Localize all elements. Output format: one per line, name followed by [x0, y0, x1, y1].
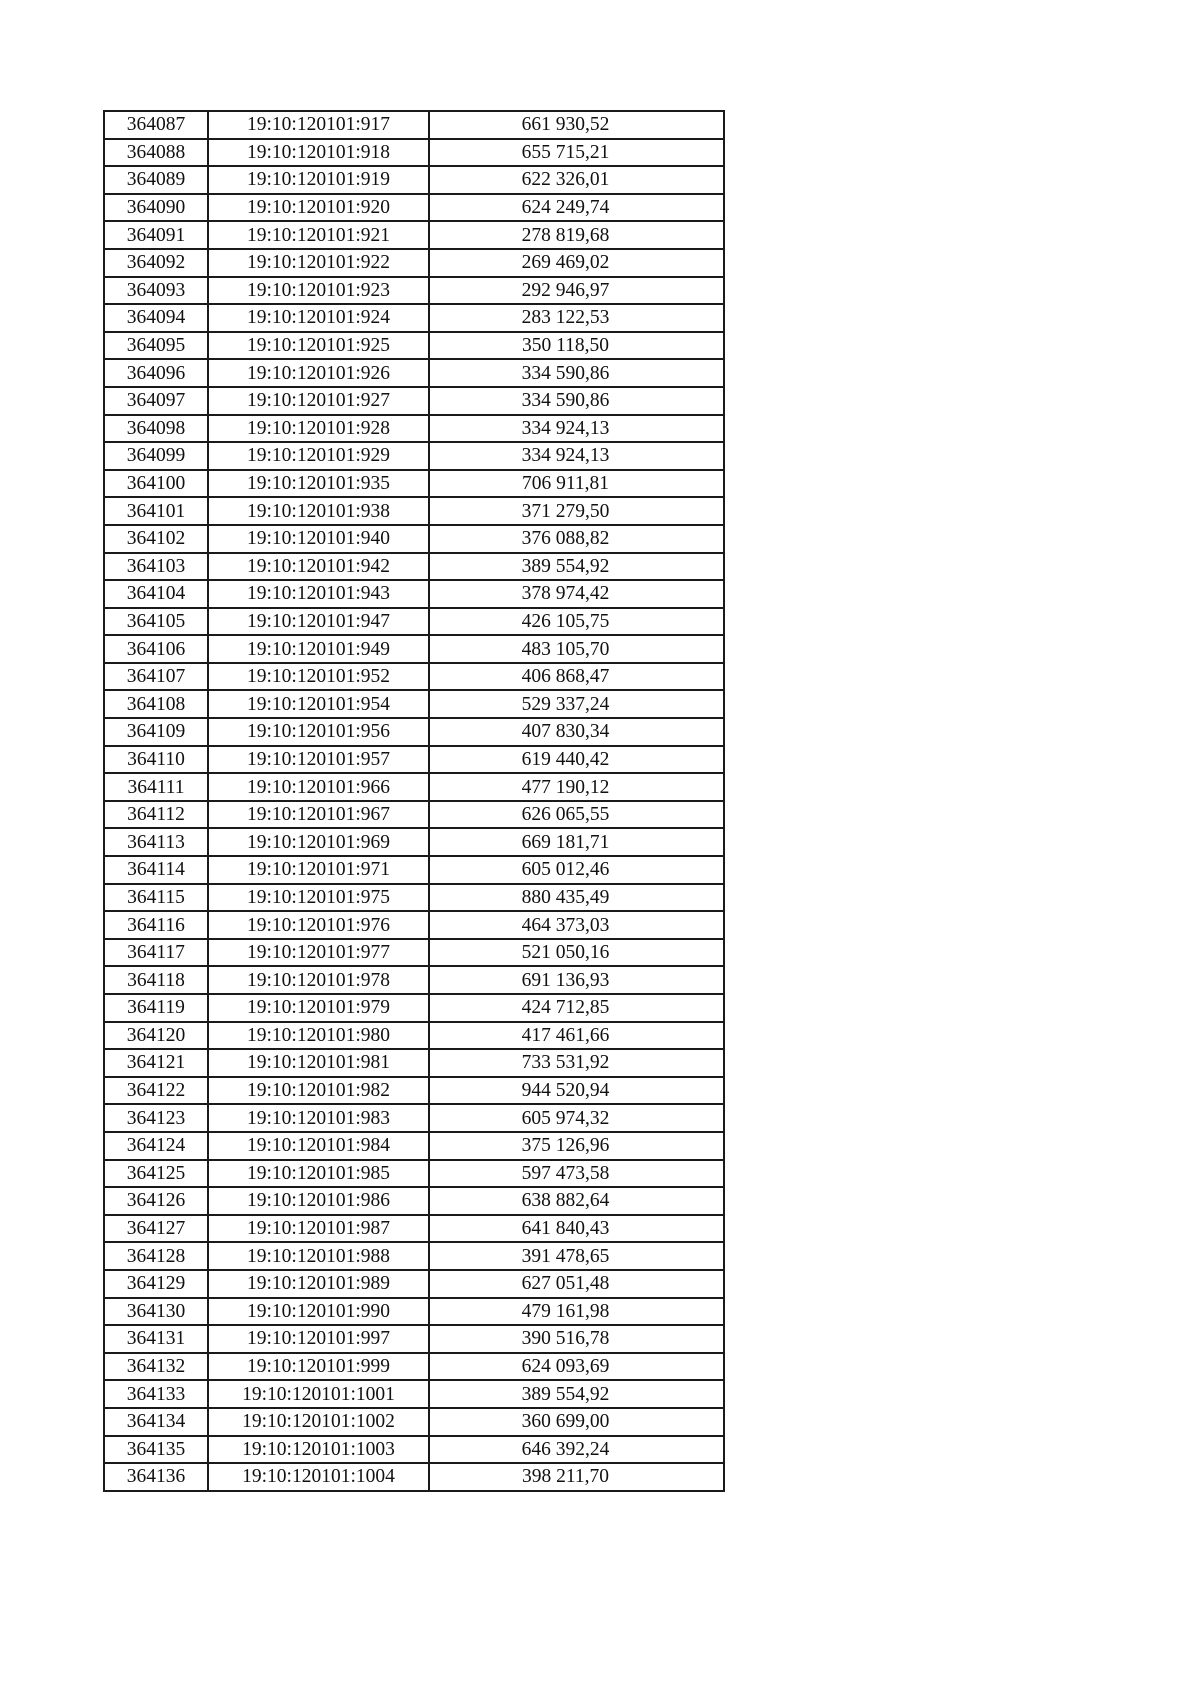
value-cell: 371 279,50	[429, 497, 724, 525]
table-row	[104, 1132, 724, 1160]
cadastral-number-cell: 19:10:120101:925	[208, 332, 429, 360]
row-number-cell: 364101	[104, 497, 208, 525]
value-cell: 426 105,75	[429, 608, 724, 636]
row-number-cell: 364099	[104, 442, 208, 470]
row-number-cell: 364104	[104, 580, 208, 608]
table-row	[104, 1104, 724, 1132]
cadastral-number-cell: 19:10:120101:923	[208, 277, 429, 305]
row-number-cell: 364109	[104, 718, 208, 746]
cadastral-number-cell: 19:10:120101:988	[208, 1242, 429, 1270]
value-cell: 661 930,52	[429, 111, 724, 139]
row-number-cell: 364128	[104, 1242, 208, 1270]
row-number-cell: 364132	[104, 1353, 208, 1381]
cadastral-number-cell: 19:10:120101:921	[208, 221, 429, 249]
row-number-cell: 364125	[104, 1160, 208, 1188]
value-cell: 944 520,94	[429, 1077, 724, 1105]
value-cell: 605 012,46	[429, 856, 724, 884]
row-number-cell: 364131	[104, 1325, 208, 1353]
table-row	[104, 525, 724, 553]
row-number-cell: 364098	[104, 415, 208, 443]
table-row	[104, 718, 724, 746]
cadastral-number-cell: 19:10:120101:999	[208, 1353, 429, 1381]
value-cell: 376 088,82	[429, 525, 724, 553]
table-row	[104, 690, 724, 718]
cadastral-number-cell: 19:10:120101:1003	[208, 1436, 429, 1464]
value-cell: 398 211,70	[429, 1463, 724, 1491]
value-cell: 622 326,01	[429, 166, 724, 194]
cadastral-number-cell: 19:10:120101:929	[208, 442, 429, 470]
table-row	[104, 139, 724, 167]
row-number-cell: 364115	[104, 884, 208, 912]
value-cell: 706 911,81	[429, 470, 724, 498]
row-number-cell: 364127	[104, 1215, 208, 1243]
row-number-cell: 364097	[104, 387, 208, 415]
table-row	[104, 221, 724, 249]
row-number-cell: 364090	[104, 194, 208, 222]
row-number-cell: 364110	[104, 746, 208, 774]
cadastral-number-cell: 19:10:120101:954	[208, 690, 429, 718]
value-cell: 407 830,34	[429, 718, 724, 746]
cadastral-number-cell: 19:10:120101:956	[208, 718, 429, 746]
value-cell: 646 392,24	[429, 1436, 724, 1464]
table-row	[104, 580, 724, 608]
table-row	[104, 828, 724, 856]
table-row	[104, 746, 724, 774]
row-number-cell: 364088	[104, 139, 208, 167]
cadastral-number-cell: 19:10:120101:919	[208, 166, 429, 194]
value-cell: 691 136,93	[429, 966, 724, 994]
value-cell: 375 126,96	[429, 1132, 724, 1160]
cadastral-number-cell: 19:10:120101:918	[208, 139, 429, 167]
table-row	[104, 1353, 724, 1381]
table-row	[104, 415, 724, 443]
row-number-cell: 364091	[104, 221, 208, 249]
cadastral-number-cell: 19:10:120101:917	[208, 111, 429, 139]
value-cell: 624 249,74	[429, 194, 724, 222]
cadastral-number-cell: 19:10:120101:967	[208, 801, 429, 829]
cadastral-number-cell: 19:10:120101:952	[208, 663, 429, 691]
value-cell: 334 924,13	[429, 415, 724, 443]
table-row	[104, 1160, 724, 1188]
value-cell: 424 712,85	[429, 994, 724, 1022]
value-cell: 378 974,42	[429, 580, 724, 608]
row-number-cell: 364100	[104, 470, 208, 498]
row-number-cell: 364107	[104, 663, 208, 691]
row-number-cell: 364111	[104, 773, 208, 801]
row-number-cell: 364116	[104, 911, 208, 939]
cadastral-number-cell: 19:10:120101:949	[208, 635, 429, 663]
table-row	[104, 801, 724, 829]
value-cell: 733 531,92	[429, 1049, 724, 1077]
row-number-cell: 364113	[104, 828, 208, 856]
table-row	[104, 553, 724, 581]
row-number-cell: 364112	[104, 801, 208, 829]
table-row	[104, 1380, 724, 1408]
cadastral-number-cell: 19:10:120101:966	[208, 773, 429, 801]
table-row	[104, 1242, 724, 1270]
value-cell: 880 435,49	[429, 884, 724, 912]
value-cell: 627 051,48	[429, 1270, 724, 1298]
value-cell: 283 122,53	[429, 304, 724, 332]
cadastral-number-cell: 19:10:120101:927	[208, 387, 429, 415]
cadastral-number-cell: 19:10:120101:947	[208, 608, 429, 636]
table-row	[104, 497, 724, 525]
table-row	[104, 332, 724, 360]
value-cell: 619 440,42	[429, 746, 724, 774]
row-number-cell: 364121	[104, 1049, 208, 1077]
table-row	[104, 1215, 724, 1243]
row-number-cell: 364102	[104, 525, 208, 553]
table-row	[104, 1325, 724, 1353]
value-cell: 655 715,21	[429, 139, 724, 167]
value-cell: 529 337,24	[429, 690, 724, 718]
table-row	[104, 884, 724, 912]
value-cell: 269 469,02	[429, 249, 724, 277]
value-cell: 360 699,00	[429, 1408, 724, 1436]
cadastral-number-cell: 19:10:120101:1001	[208, 1380, 429, 1408]
cadastral-number-cell: 19:10:120101:982	[208, 1077, 429, 1105]
value-cell: 597 473,58	[429, 1160, 724, 1188]
table-row	[104, 359, 724, 387]
table-row	[104, 1298, 724, 1326]
table-row	[104, 304, 724, 332]
value-cell: 350 118,50	[429, 332, 724, 360]
value-cell: 391 478,65	[429, 1242, 724, 1270]
row-number-cell: 364136	[104, 1463, 208, 1491]
cadastral-number-cell: 19:10:120101:989	[208, 1270, 429, 1298]
table-row	[104, 387, 724, 415]
table-row	[104, 608, 724, 636]
value-cell: 483 105,70	[429, 635, 724, 663]
row-number-cell: 364129	[104, 1270, 208, 1298]
row-number-cell: 364135	[104, 1436, 208, 1464]
row-number-cell: 364089	[104, 166, 208, 194]
cadastral-value-table	[103, 110, 725, 1492]
value-cell: 390 516,78	[429, 1325, 724, 1353]
row-number-cell: 364126	[104, 1187, 208, 1215]
table-row	[104, 1436, 724, 1464]
table-row	[104, 994, 724, 1022]
table-row	[104, 1187, 724, 1215]
cadastral-number-cell: 19:10:120101:938	[208, 497, 429, 525]
table-row	[104, 111, 724, 139]
table-row	[104, 911, 724, 939]
cadastral-number-cell: 19:10:120101:943	[208, 580, 429, 608]
value-cell: 417 461,66	[429, 1022, 724, 1050]
value-cell: 521 050,16	[429, 939, 724, 967]
table-row	[104, 663, 724, 691]
table-row	[104, 773, 724, 801]
table-row	[104, 1049, 724, 1077]
row-number-cell: 364122	[104, 1077, 208, 1105]
value-cell: 641 840,43	[429, 1215, 724, 1243]
value-cell: 626 065,55	[429, 801, 724, 829]
value-cell: 389 554,92	[429, 553, 724, 581]
row-number-cell: 364134	[104, 1408, 208, 1436]
cadastral-number-cell: 19:10:120101:928	[208, 415, 429, 443]
table-row	[104, 1022, 724, 1050]
cadastral-number-cell: 19:10:120101:976	[208, 911, 429, 939]
value-cell: 464 373,03	[429, 911, 724, 939]
cadastral-number-cell: 19:10:120101:1002	[208, 1408, 429, 1436]
cadastral-number-cell: 19:10:120101:975	[208, 884, 429, 912]
table-row	[104, 166, 724, 194]
table-row	[104, 856, 724, 884]
row-number-cell: 364114	[104, 856, 208, 884]
cadastral-number-cell: 19:10:120101:971	[208, 856, 429, 884]
cadastral-number-cell: 19:10:120101:935	[208, 470, 429, 498]
row-number-cell: 364108	[104, 690, 208, 718]
table-row	[104, 249, 724, 277]
row-number-cell: 364105	[104, 608, 208, 636]
cadastral-number-cell: 19:10:120101:940	[208, 525, 429, 553]
table-row	[104, 1408, 724, 1436]
cadastral-number-cell: 19:10:120101:942	[208, 553, 429, 581]
row-number-cell: 364123	[104, 1104, 208, 1132]
value-cell: 479 161,98	[429, 1298, 724, 1326]
cadastral-number-cell: 19:10:120101:926	[208, 359, 429, 387]
value-cell: 334 924,13	[429, 442, 724, 470]
row-number-cell: 364093	[104, 277, 208, 305]
row-number-cell: 364106	[104, 635, 208, 663]
row-number-cell: 364103	[104, 553, 208, 581]
cadastral-number-cell: 19:10:120101:997	[208, 1325, 429, 1353]
value-cell: 605 974,32	[429, 1104, 724, 1132]
value-cell: 389 554,92	[429, 1380, 724, 1408]
row-number-cell: 364130	[104, 1298, 208, 1326]
value-cell: 334 590,86	[429, 387, 724, 415]
row-number-cell: 364094	[104, 304, 208, 332]
row-number-cell: 364095	[104, 332, 208, 360]
row-number-cell: 364092	[104, 249, 208, 277]
cadastral-number-cell: 19:10:120101:922	[208, 249, 429, 277]
table-row	[104, 635, 724, 663]
row-number-cell: 364087	[104, 111, 208, 139]
row-number-cell: 364119	[104, 994, 208, 1022]
cadastral-number-cell: 19:10:120101:920	[208, 194, 429, 222]
cadastral-number-cell: 19:10:120101:924	[208, 304, 429, 332]
cadastral-number-cell: 19:10:120101:1004	[208, 1463, 429, 1491]
row-number-cell: 364096	[104, 359, 208, 387]
value-cell: 278 819,68	[429, 221, 724, 249]
table-row	[104, 939, 724, 967]
table-body	[104, 111, 724, 1491]
table-row	[104, 470, 724, 498]
cadastral-number-cell: 19:10:120101:969	[208, 828, 429, 856]
table-row	[104, 277, 724, 305]
cadastral-number-cell: 19:10:120101:977	[208, 939, 429, 967]
cadastral-number-cell: 19:10:120101:987	[208, 1215, 429, 1243]
value-cell: 477 190,12	[429, 773, 724, 801]
value-cell: 406 868,47	[429, 663, 724, 691]
cadastral-number-cell: 19:10:120101:990	[208, 1298, 429, 1326]
table-row	[104, 966, 724, 994]
table-row	[104, 1077, 724, 1105]
table-row	[104, 194, 724, 222]
cadastral-number-cell: 19:10:120101:983	[208, 1104, 429, 1132]
row-number-cell: 364120	[104, 1022, 208, 1050]
value-cell: 624 093,69	[429, 1353, 724, 1381]
table-row	[104, 442, 724, 470]
row-number-cell: 364133	[104, 1380, 208, 1408]
cadastral-number-cell: 19:10:120101:984	[208, 1132, 429, 1160]
value-cell: 292 946,97	[429, 277, 724, 305]
cadastral-number-cell: 19:10:120101:986	[208, 1187, 429, 1215]
cadastral-number-cell: 19:10:120101:981	[208, 1049, 429, 1077]
table-row	[104, 1463, 724, 1491]
value-cell: 334 590,86	[429, 359, 724, 387]
row-number-cell: 364124	[104, 1132, 208, 1160]
cadastral-number-cell: 19:10:120101:979	[208, 994, 429, 1022]
value-cell: 669 181,71	[429, 828, 724, 856]
row-number-cell: 364117	[104, 939, 208, 967]
cadastral-number-cell: 19:10:120101:978	[208, 966, 429, 994]
cadastral-number-cell: 19:10:120101:985	[208, 1160, 429, 1188]
cadastral-number-cell: 19:10:120101:957	[208, 746, 429, 774]
table-row	[104, 1270, 724, 1298]
row-number-cell: 364118	[104, 966, 208, 994]
value-cell: 638 882,64	[429, 1187, 724, 1215]
cadastral-number-cell: 19:10:120101:980	[208, 1022, 429, 1050]
